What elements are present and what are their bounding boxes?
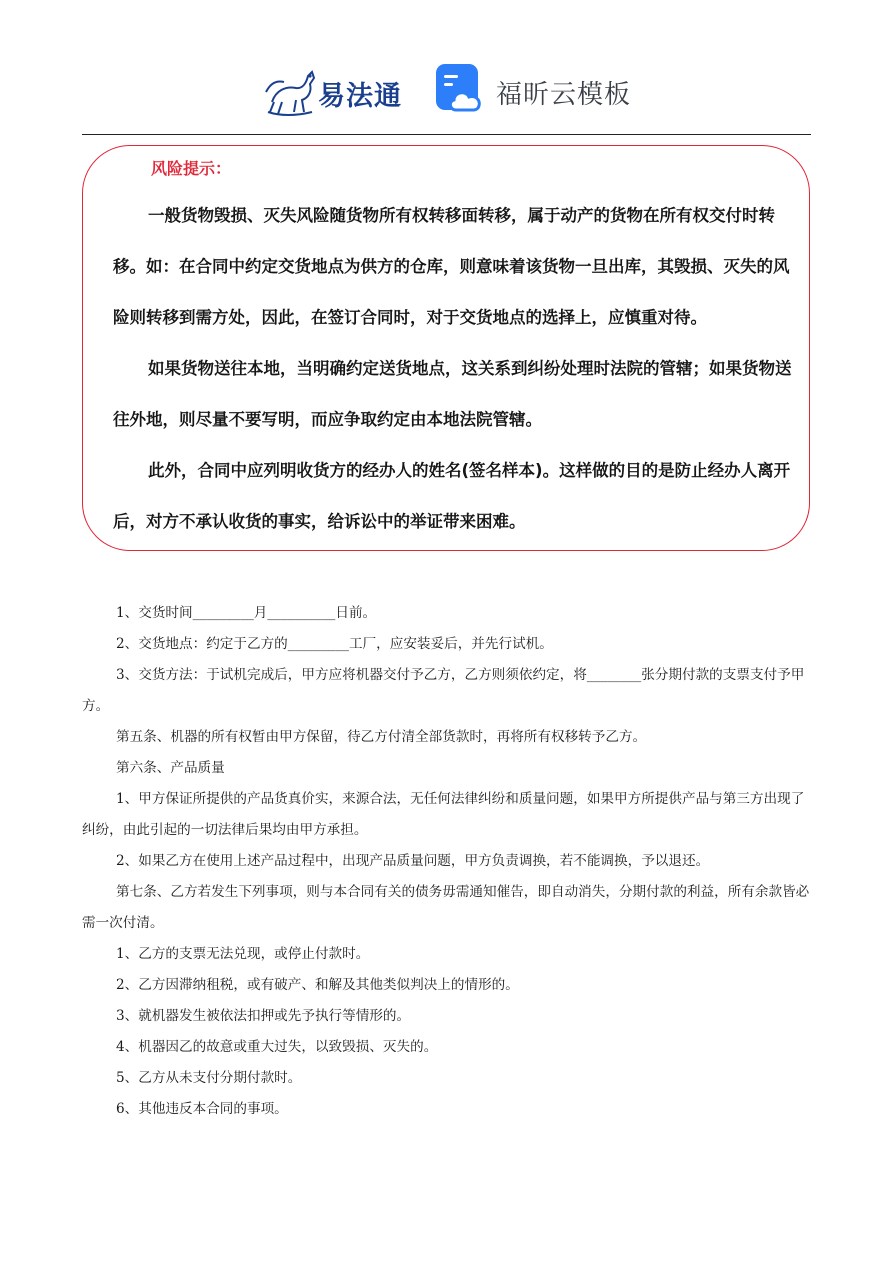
clause-line: 第七条、乙方若发生下列事项，则与本合同有关的债务毋需通知催告，即自动消失，分期付款的利益，所有余款皆必需一次付清。 — [82, 884, 810, 931]
header-divider — [82, 134, 811, 135]
yifatong-brand-text: 易法通 — [318, 81, 402, 112]
clause-line: 1、乙方的支票无法兑现，或停止付款时。 — [116, 946, 370, 962]
yifatong-logo — [262, 62, 412, 118]
clause-line: 1、交货时间_________月__________日前。 — [116, 605, 377, 621]
risk-notice-box — [82, 145, 810, 551]
clause-line: 6、其他违反本合同的事项。 — [116, 1101, 288, 1117]
clause-line: 2、如果乙方在使用上述产品过程中，出现产品质量问题，甲方负责调换，若不能调换，予以退还。 — [116, 853, 710, 869]
clause-line: 第六条、产品质量 — [116, 760, 225, 776]
page-header — [0, 58, 893, 124]
risk-notice-title: 风险提示： — [151, 159, 232, 178]
clause-line: 3、交货方法：于试机完成后，甲方应将机器交付予乙方，乙方则须依约定，将________张分期付款的支票支付予甲方。 — [82, 667, 805, 714]
horse-emblem-icon — [262, 62, 320, 118]
risk-paragraph: 此外，合同中应列明收货方的经办人的姓名(签名样本)。这样做的目的是防止经办人离开后，对方不承认收货的事实，给诉讼中的举证带来困难。 — [113, 461, 791, 531]
clause-line: 2、交货地点：约定于乙方的_________工厂，应安装妥后，并先行试机。 — [116, 636, 553, 652]
clause-line: 5、乙方从未支付分期付款时。 — [116, 1070, 302, 1086]
risk-paragraph: 一般货物毁损、灭失风险随货物所有权转移面转移，属于动产的货物在所有权交付时转移。如：在合同中约定交货地点为供方的仓库，则意味着该货物一旦出库，其毁损、灭失的风险则转移到需方处，因此，在签订合同时，对于交货地点的选择上，应慎重对待。 — [113, 206, 790, 327]
risk-notice-content — [113, 190, 799, 547]
fuxin-brand-text: 福昕云模板 — [496, 80, 632, 110]
cloud-document-icon — [436, 64, 486, 114]
contract-body — [82, 598, 814, 1125]
clause-line: 2、乙方因滞纳租税，或有破产、和解及其他类似判决上的情形的。 — [116, 977, 519, 993]
clause-line: 3、就机器发生被依法扣押或先予执行等情形的。 — [116, 1008, 411, 1024]
risk-paragraph: 如果货物送往本地，当明确约定送货地点，这关系到纠纷处理时法院的管辖；如果货物送往外地，则尽量不要写明，而应争取约定由本地法院管辖。 — [113, 359, 792, 429]
clause-line: 第五条、机器的所有权暂由甲方保留，待乙方付清全部货款时，再将所有权移转予乙方。 — [116, 729, 647, 745]
clause-line: 4、机器因乙的故意或重大过失，以致毁损、灭失的。 — [116, 1039, 438, 1055]
clause-line: 1、甲方保证所提供的产品货真价实，来源合法，无任何法律纠纷和质量问题，如果甲方所提供产品与第三方出现了纠纷，由此引起的一切法律后果均由甲方承担。 — [82, 791, 805, 838]
